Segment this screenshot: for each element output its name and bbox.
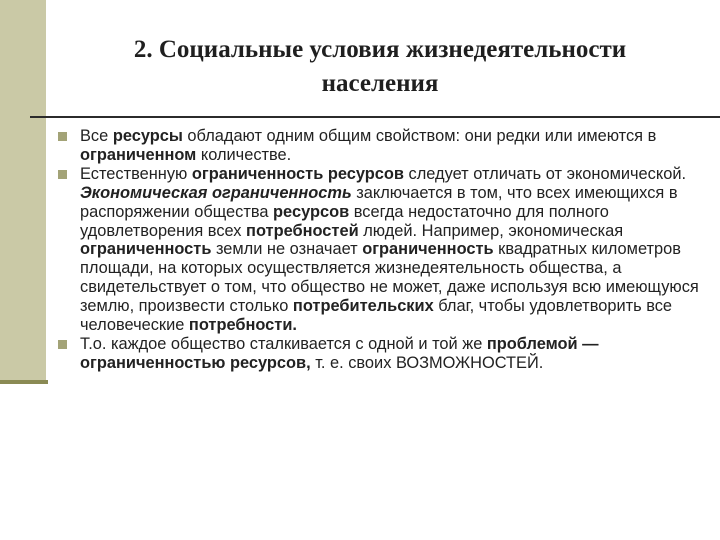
title-divider: [30, 116, 720, 118]
emphasized-term: Экономическая ограниченность: [80, 183, 352, 202]
square-bullet-icon: [58, 170, 67, 179]
emphasized-term: потребностей: [246, 221, 359, 240]
text-run: заключается в том, что всех имеющихся в распоряжении общества: [80, 183, 678, 221]
emphasized-term: ограниченность: [362, 240, 494, 259]
text-run: т. е. своих ВОЗМОЖНОСТЕЙ.: [310, 353, 544, 372]
text-run: Естественную: [80, 164, 192, 183]
slide-title-line-2: населения: [321, 70, 439, 97]
emphasized-term: потребительских: [292, 297, 434, 316]
text-run: людей. Например, экономическая: [358, 221, 624, 240]
emphasized-term: проблемой — ограниченностью ресурсов,: [80, 334, 599, 372]
emphasized-term: ограниченном: [80, 145, 197, 164]
decorative-sidebar: [0, 0, 46, 383]
emphasized-term: ограниченность: [80, 240, 212, 259]
text-run: квадратных километров площади, на которых осуществляется жизнедеятельность общества, а свидетельствует о том, что общество не может, даже используя всю имеющуюся землю, произвести столько: [80, 240, 699, 316]
slide-title: [70, 33, 690, 101]
text-run: благ, чтобы удовлетворить все человеческие: [80, 297, 673, 335]
text-run: Т.о. каждое общество сталкивается с одной и той же: [80, 334, 487, 353]
text-run: всегда недостаточно для полного удовлетворения всех: [80, 202, 609, 240]
square-bullet-icon: [58, 340, 67, 349]
text-run: следует отличать от экономической.: [403, 164, 687, 183]
emphasized-term: ресурсов: [273, 202, 350, 221]
bullet-text: [80, 127, 707, 165]
emphasized-term: потребности.: [188, 316, 297, 335]
bullet-list: [52, 127, 707, 373]
square-bullet-icon: [58, 132, 67, 141]
emphasized-term: ограниченность ресурсов: [191, 164, 404, 183]
text-run: Все: [80, 127, 113, 145]
text-run: количестве.: [196, 145, 292, 164]
bullet-item: [52, 127, 707, 165]
bullet-item: [52, 335, 707, 373]
slide-title-line-1: 2. Социальные условия жизнедеятельности: [133, 36, 627, 63]
bullet-text: [80, 335, 707, 373]
sidebar-accent-line: [0, 380, 48, 384]
bullet-text: [80, 165, 707, 335]
text-run: земли не означает: [211, 240, 363, 259]
bullet-item: [52, 165, 707, 335]
emphasized-term: ресурсы: [112, 127, 183, 145]
text-run: обладают одним общим свойством: они редки или имеются в: [182, 127, 657, 145]
